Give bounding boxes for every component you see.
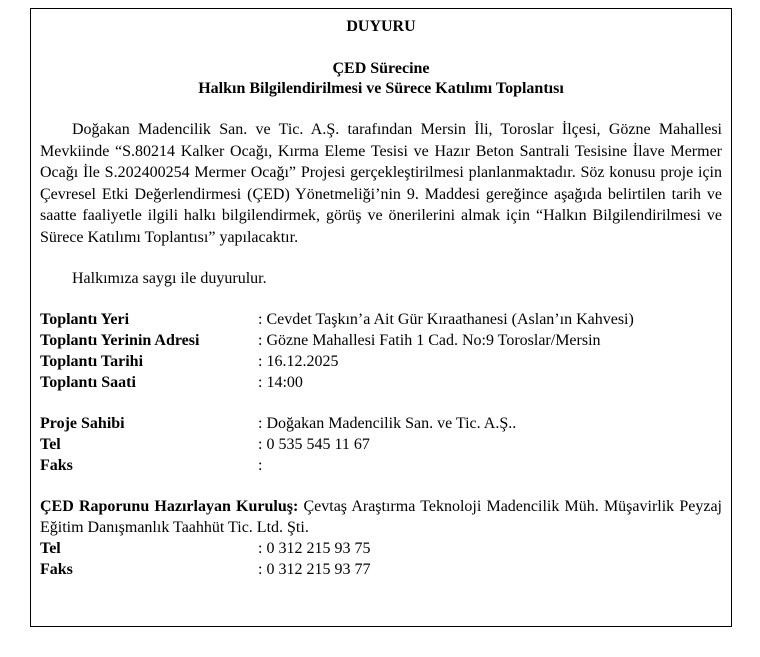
meeting-location-label: Toplantı Yeri xyxy=(40,311,130,328)
announcement-body: Doğakan Madencilik San. ve Tic. A.Ş. tarafından Mersin İli, Toroslar İlçesi, Gözne Mahallesi Mevkiinde “S.80214 Kalker Ocağı, Kırma Eleme Tesisi ve Hazır Beton Santrali Tesisine İlave Mermer Ocağı İle S.202400254 Mermer Ocağı” Projesi gerçekleştirilmesi planlanmaktadır. Söz konusu proje için Çevresel Etki Değerlendirmesi (ÇED) Yönetmeliği’nin 9. Maddesi gereğince aşağıda belirtilen tarih ve saatte faaliyetle ilgili halkı bilgilendirmek, görüş ve önerilerini almak için “Halkın Bilgilendirilmesi ve Sürece Katılımı Toplantısı” yapılacaktır. xyxy=(40,121,722,246)
meeting-time-row xyxy=(40,372,722,393)
owner-name-row xyxy=(40,413,722,434)
owner-fax-label: Faks xyxy=(40,457,73,474)
meeting-details xyxy=(40,309,722,393)
report-preparer-label: ÇED Raporunu Hazırlayan Kuruluş: xyxy=(40,498,299,515)
announcement-box xyxy=(30,8,732,627)
meeting-location-value: : Cevdet Taşkın’a Ait Gür Kıraathanesi (Aslan’ın Kahvesi) xyxy=(258,311,634,328)
preparer-fax-value: : 0 312 215 93 77 xyxy=(258,561,371,578)
preparer-phone-row xyxy=(40,538,722,559)
preparer-fax-label: Faks xyxy=(40,561,73,578)
announcement-subtitle xyxy=(40,59,722,99)
subtitle-line-1: ÇED Sürecine xyxy=(332,60,430,77)
owner-fax-row xyxy=(40,455,722,476)
report-preparer xyxy=(40,496,722,538)
owner-phone-row xyxy=(40,434,722,455)
meeting-date-value: : 16.12.2025 xyxy=(258,353,339,370)
owner-phone-label: Tel xyxy=(40,436,61,453)
report-preparer-value: Çevtaş Araştırma Teknoloji Madencilik Müh. Müşavirlik Peyzaj Eğitim Danışmanlık Taahhüt Tic. Ltd. Şti. xyxy=(40,498,722,536)
preparer-phone-value: : 0 312 215 93 75 xyxy=(258,540,371,557)
meeting-address-value: : Gözne Mahallesi Fatih 1 Cad. No:9 Toroslar/Mersin xyxy=(258,332,601,349)
owner-phone-value: : 0 535 545 11 67 xyxy=(258,436,370,453)
preparer-contact-details xyxy=(40,538,722,580)
meeting-address-label: Toplantı Yerinin Adresi xyxy=(40,332,200,349)
subtitle-line-2: Halkın Bilgilendirilmesi ve Sürece Katılımı Toplantısı xyxy=(198,80,564,97)
announcement-greeting: Halkımıza saygı ile duyurulur. xyxy=(72,270,267,287)
owner-name-value: : Doğakan Madencilik San. ve Tic. A.Ş.. xyxy=(258,415,517,432)
owner-name-label: Proje Sahibi xyxy=(40,415,125,432)
meeting-location-row xyxy=(40,309,722,330)
meeting-date-label: Toplantı Tarihi xyxy=(40,353,144,370)
meeting-address-row xyxy=(40,330,722,351)
meeting-time-value: : 14:00 xyxy=(258,374,303,391)
meeting-date-row xyxy=(40,351,722,372)
meeting-time-label: Toplantı Saati xyxy=(40,374,136,391)
preparer-phone-label: Tel xyxy=(40,540,61,557)
preparer-fax-row xyxy=(40,559,722,580)
owner-fax-value: : xyxy=(258,457,263,474)
announcement-title: DUYURU xyxy=(346,18,416,35)
project-owner-details xyxy=(40,413,722,476)
